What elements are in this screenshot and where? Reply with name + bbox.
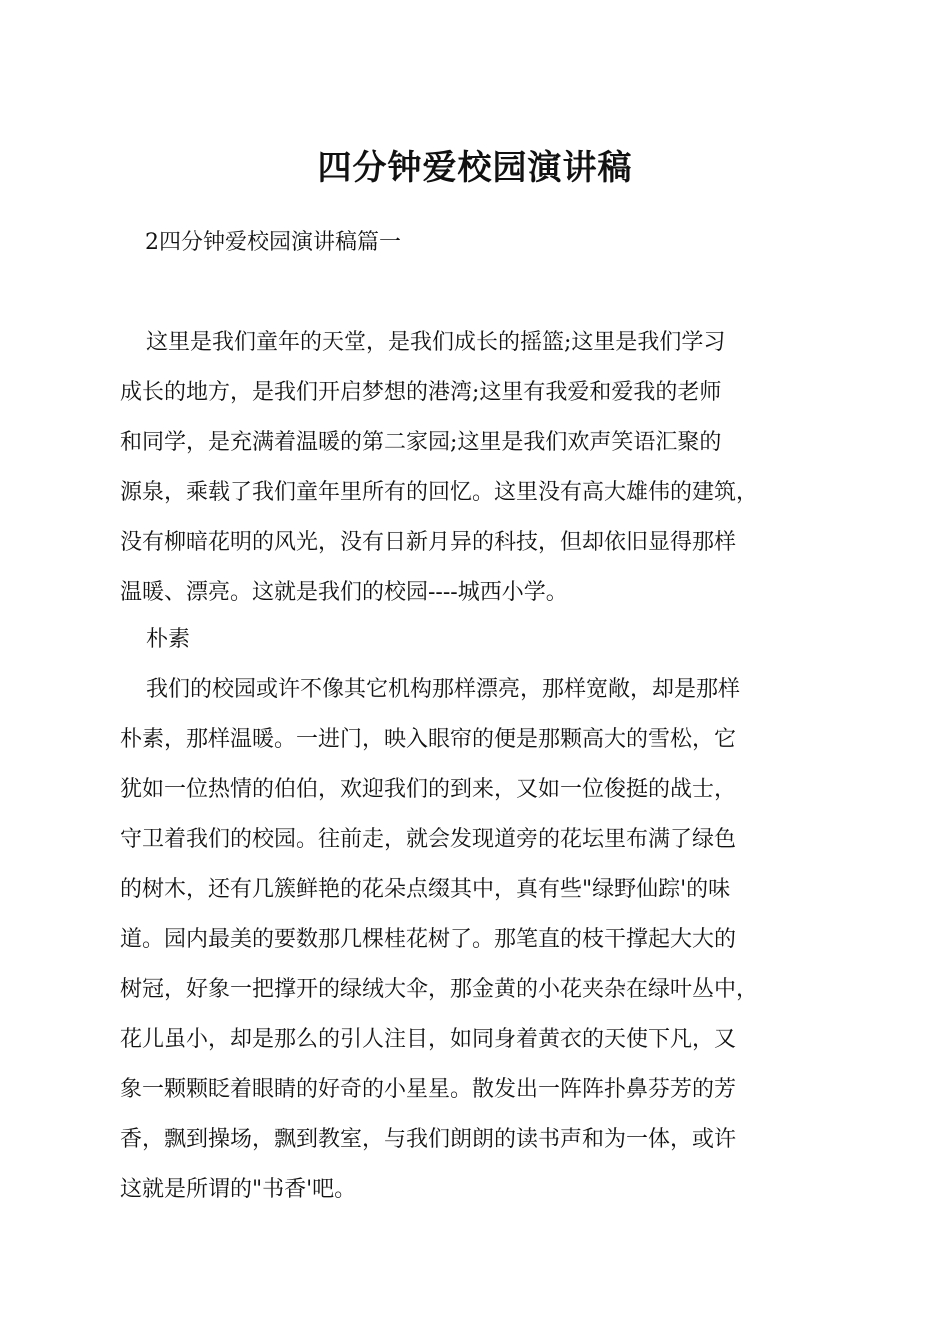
paragraph-line: 花儿虽小，却是那么的引人注目，如同身着黄衣的天使下凡，又: [120, 1027, 737, 1052]
document-subtitle: 2四分钟爱校园演讲稿篇一: [145, 230, 401, 255]
paragraph-line: 犹如一位热情的伯伯，欢迎我们的到来，又如一位俊挺的战士，: [120, 777, 737, 802]
paragraph-line: 没有柳暗花明的风光，没有日新月异的科技，但却依旧显得那样: [120, 530, 737, 555]
paragraph-line: 源泉，乘载了我们童年里所有的回忆。这里没有高大雄伟的建筑，: [120, 480, 759, 505]
paragraph-line: 和同学，是充满着温暖的第二家园;这里是我们欢声笑语汇聚的: [120, 430, 722, 455]
paragraph-line: 朴素，那样温暖。一进门，映入眼帘的便是那颗高大的雪松，它: [120, 727, 737, 752]
document-title: 四分钟爱校园演讲稿: [317, 148, 633, 188]
paragraph-line: 温暖、漂亮。这就是我们的校园----城西小学。: [120, 580, 568, 605]
paragraph-line: 我们的校园或许不像其它机构那样漂亮，那样宽敞，却是那样: [146, 677, 741, 702]
paragraph-line: 道。园内最美的要数那几棵桂花树了。那笔直的枝干撑起大大的: [120, 927, 737, 952]
paragraph-line: 守卫着我们的校园。往前走，就会发现道旁的花坛里布满了绿色: [120, 827, 737, 852]
paragraph-line: 象一颗颗眨着眼睛的好奇的小星星。散发出一阵阵扑鼻芬芳的芳: [120, 1077, 737, 1102]
paragraph-3: [120, 665, 840, 1215]
paragraph-line: 这里是我们童年的天堂，是我们成长的摇篮;这里是我们学习: [146, 330, 726, 355]
paragraph-line: 成长的地方，是我们开启梦想的港湾;这里有我爱和爱我的老师: [120, 380, 722, 405]
paragraph-line: 香，飘到操场，飘到教室，与我们朗朗的读书声和为一体，或许: [120, 1127, 737, 1152]
section-heading: 朴素: [146, 627, 191, 652]
paragraph-line: 这就是所谓的"书香'吧。: [120, 1177, 357, 1202]
paragraph-line: 的树木，还有几簇鲜艳的花朵点缀其中，真有些"绿野仙踪'的味: [120, 877, 731, 902]
paragraph-1: [120, 318, 840, 618]
paragraph-line: 树冠，好象一把撑开的绿绒大伞，那金黄的小花夹杂在绿叶丛中，: [120, 977, 759, 1002]
paragraph-2: [120, 615, 840, 665]
